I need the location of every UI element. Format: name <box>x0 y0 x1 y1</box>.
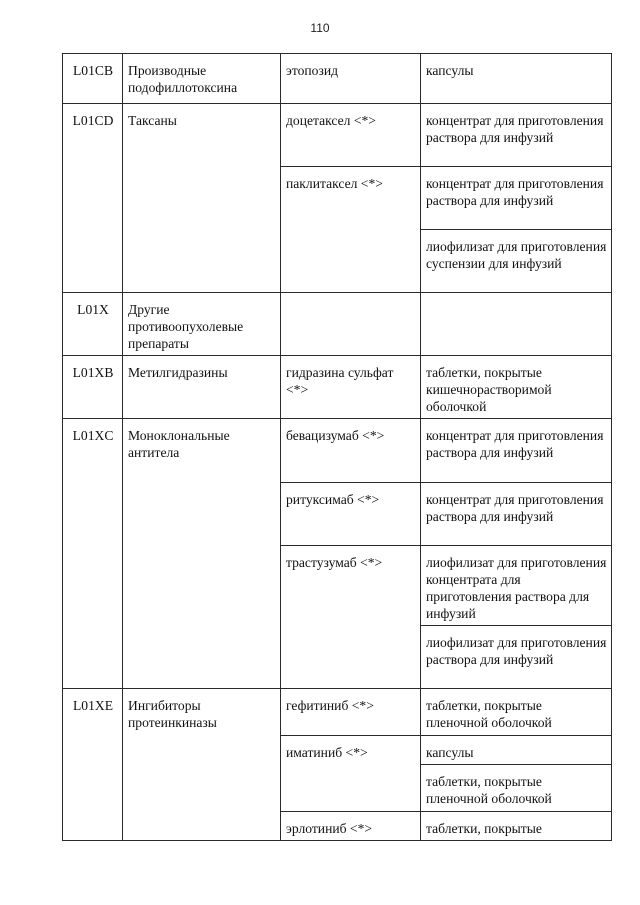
form-cell: таблетки, покрытые пленочной оболочкой <box>421 689 612 736</box>
table-row <box>63 104 612 167</box>
form-cell: концентрат для приготовления раствора для инфузий <box>421 104 612 167</box>
drug-table <box>62 53 612 841</box>
drug-cell: трастузумаб <*> <box>281 546 421 689</box>
atc-code-cell: L01XB <box>63 356 123 419</box>
drug-cell: эрлотиниб <*> <box>281 812 421 841</box>
atc-code-cell: L01CB <box>63 54 123 104</box>
form-cell: таблетки, покрытые кишечнорастворимой оболочкой <box>421 356 612 419</box>
drug-cell: иматиниб <*> <box>281 736 421 812</box>
group-cell: Таксаны <box>123 104 281 293</box>
drug-cell: ритуксимаб <*> <box>281 483 421 546</box>
form-cell: концентрат для приготовления раствора для инфузий <box>421 167 612 230</box>
form-cell: лиофилизат для приготовления раствора для инфузий <box>421 626 612 689</box>
table-row <box>63 356 612 419</box>
form-cell: концентрат для приготовления раствора для инфузий <box>421 419 612 483</box>
form-cell: таблетки, покрытые <box>421 812 612 841</box>
drug-cell: гефитиниб <*> <box>281 689 421 736</box>
form-cell: лиофилизат для приготовления суспензии для инфузий <box>421 230 612 293</box>
group-cell: Производные подофиллотоксина <box>123 54 281 104</box>
form-cell: таблетки, покрытые пленочной оболочкой <box>421 765 612 812</box>
drug-cell: паклитаксел <*> <box>281 167 421 293</box>
atc-code-cell: L01CD <box>63 104 123 293</box>
drug-cell: гидразина сульфат <*> <box>281 356 421 419</box>
group-cell: Метилгидразины <box>123 356 281 419</box>
page-number: 110 <box>310 21 330 35</box>
group-cell: Другие противоопухолевые препараты <box>123 293 281 356</box>
form-cell: концентрат для приготовления раствора для инфузий <box>421 483 612 546</box>
drug-cell: бевацизумаб <*> <box>281 419 421 483</box>
table-row <box>63 293 612 356</box>
form-cell: капсулы <box>421 54 612 104</box>
group-cell: Ингибиторы протеинкиназы <box>123 689 281 841</box>
form-cell: капсулы <box>421 736 612 765</box>
group-cell: Моноклональные антитела <box>123 419 281 689</box>
drug-cell: этопозид <box>281 54 421 104</box>
atc-code-cell: L01XC <box>63 419 123 689</box>
table-row <box>63 689 612 736</box>
table-row <box>63 54 612 104</box>
atc-code-cell: L01XE <box>63 689 123 841</box>
drug-cell: доцетаксел <*> <box>281 104 421 167</box>
form-cell <box>421 293 612 356</box>
atc-code-cell: L01X <box>63 293 123 356</box>
form-cell: лиофилизат для приготовления концентрата для приготовления раствора для инфузий <box>421 546 612 626</box>
table-row <box>63 419 612 483</box>
drug-cell <box>281 293 421 356</box>
